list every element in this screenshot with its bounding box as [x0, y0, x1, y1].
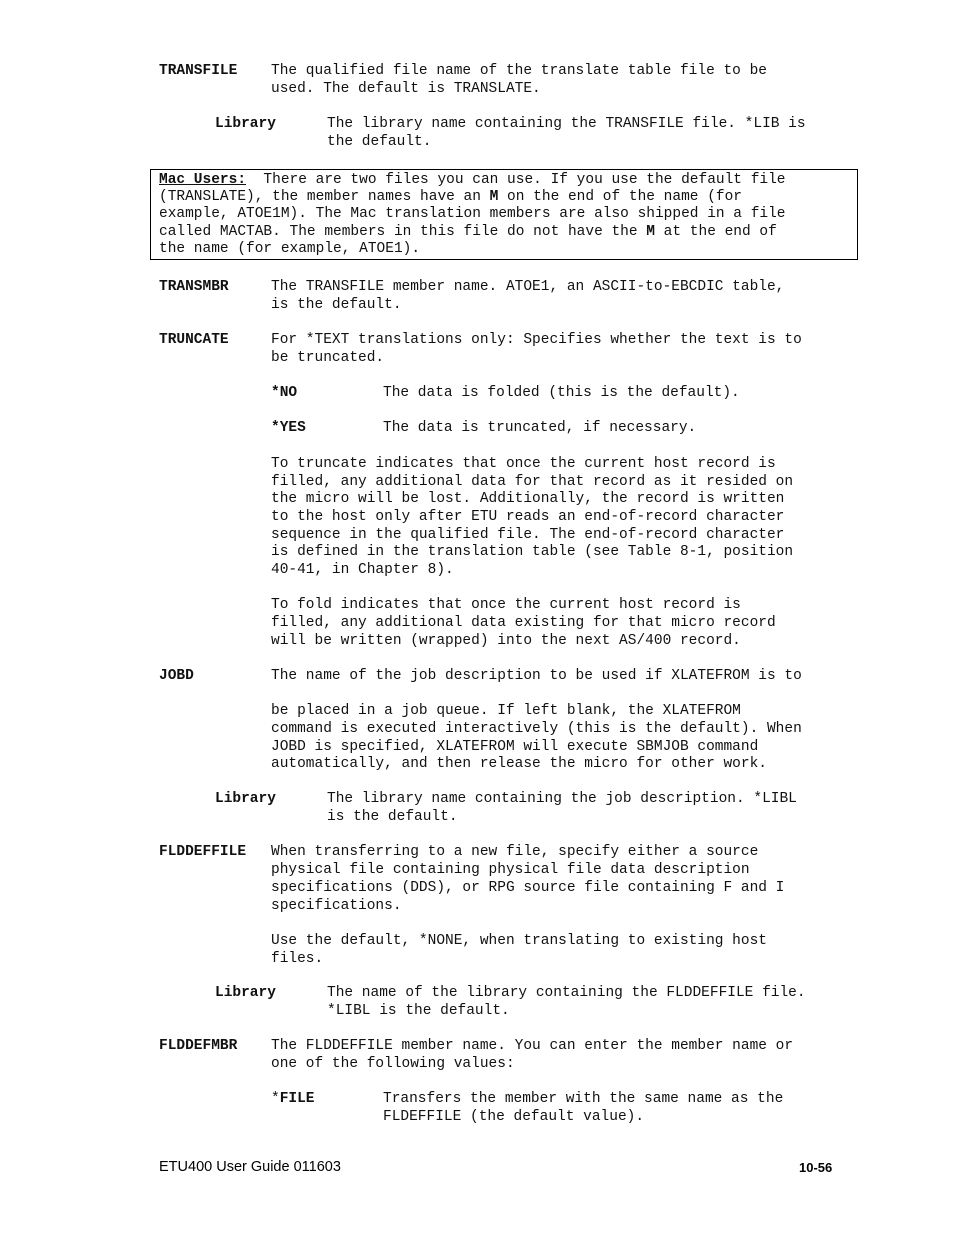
truncate-option-yes: *YES: [271, 420, 306, 436]
flddeffile-library-desc-2: *LIBL is the default.: [327, 1003, 510, 1019]
transfile-library-desc-2: the default.: [327, 134, 432, 150]
note-line-2-b: on the end of the name (for: [498, 189, 742, 205]
flddefmbr-option-prefix: *: [271, 1091, 280, 1107]
flddeffile-para-1: Use the default, *NONE, when translating to existing host: [271, 933, 767, 949]
truncate-para2-2: filled, any additional data existing for that micro record: [271, 615, 776, 631]
footer-title: ETU400 User Guide 011603: [159, 1159, 341, 1175]
transmbr-desc-2: is the default.: [271, 297, 402, 313]
truncate-para2-3: will be written (wrapped) into the next AS/400 record.: [271, 633, 741, 649]
truncate-desc-2: be truncated.: [271, 350, 385, 366]
flddeffile-desc-3: specifications (DDS), or RPG source file containing F and I: [271, 880, 785, 896]
param-flddeffile: FLDDEFFILE: [159, 844, 247, 860]
note-line-5: the name (for example, ATOE1).: [159, 241, 421, 257]
jobd-desc-4: JOBD is specified, XLATEFROM will execute SBMJOB command: [271, 739, 759, 755]
transmbr-desc-1: The TRANSFILE member name. ATOE1, an ASCII-to-EBCDIC table,: [271, 279, 785, 295]
note-line-4: [159, 223, 777, 241]
page-number: 10-56: [799, 1160, 833, 1175]
flddeffile-library-desc-1: The name of the library containing the FLDDEFFILE file.: [327, 985, 806, 1001]
truncate-para1-3: the micro will be lost. Additionally, the record is written: [271, 491, 785, 507]
note-line-2-bold: M: [489, 189, 499, 205]
flddefmbr-desc-2: one of the following values:: [271, 1056, 515, 1072]
jobd-desc-2: be placed in a job queue. If left blank, the XLATEFROM: [271, 703, 741, 719]
flddeffile-desc-1: When transferring to a new file, specify either a source: [271, 844, 759, 860]
flddeffile-library-term: Library: [215, 985, 276, 1001]
note-line-2: [159, 188, 742, 206]
jobd-library-desc-1: The library name containing the job description. *LIBL: [327, 791, 797, 807]
flddefmbr-desc-1: The FLDDEFFILE member name. You can enter the member name or: [271, 1038, 794, 1054]
jobd-library-desc-2: is the default.: [327, 809, 458, 825]
transfile-library-term: Library: [215, 116, 276, 132]
transfile-desc-2: used. The default is TRANSLATE.: [271, 81, 541, 97]
note-line-1-text: There are two files you can use. If you use the default file: [246, 172, 786, 188]
truncate-option-no: *NO: [271, 385, 298, 401]
param-flddefmbr: FLDDEFMBR: [159, 1038, 238, 1054]
truncate-para1-2: filled, any additional data for that record as it resided on: [271, 474, 794, 490]
note-line-1: [159, 171, 786, 189]
truncate-para1-4: to the host only after ETU reads an end-of-record character: [271, 509, 785, 525]
note-line-4-b: at the end of: [654, 224, 777, 240]
note-line-4-bold: M: [646, 224, 655, 240]
transfile-desc-1: The qualified file name of the translate table file to be: [271, 63, 767, 79]
flddefmbr-option-file: [271, 1090, 315, 1108]
flddeffile-para-2: files.: [271, 951, 324, 967]
param-transfile: TRANSFILE: [159, 63, 238, 79]
param-jobd: JOBD: [159, 668, 194, 684]
flddefmbr-option-file-desc-1: Transfers the member with the same name as the: [383, 1091, 784, 1107]
flddeffile-desc-2: physical file containing physical file data description: [271, 862, 750, 878]
param-transmbr: TRANSMBR: [159, 279, 229, 295]
truncate-para2-1: To fold indicates that once the current host record is: [271, 597, 741, 613]
truncate-para1-6: is defined in the translation table (see Table 8-1, position: [271, 544, 794, 560]
flddefmbr-option-file-label: FILE: [279, 1091, 315, 1107]
jobd-desc-5: automatically, and then release the micro for other work.: [271, 756, 767, 772]
truncate-desc-1: For *TEXT translations only: Specifies whether the text is to: [271, 332, 802, 348]
note-label: Mac Users:: [159, 172, 247, 188]
flddeffile-desc-4: specifications.: [271, 898, 402, 914]
jobd-desc-1: The name of the job description to be used if XLATEFROM is to: [271, 668, 802, 684]
transfile-library-desc-1: The library name containing the TRANSFILE file. *LIB is: [327, 116, 806, 132]
note-line-2-a: (TRANSLATE), the member names have an: [159, 189, 490, 205]
note-line-4-a: called MACTAB. The members in this file do not have the: [159, 224, 647, 240]
jobd-desc-3: command is executed interactively (this is the default). When: [271, 721, 802, 737]
truncate-para1-1: To truncate indicates that once the current host record is: [271, 456, 776, 472]
truncate-para1-5: sequence in the qualified file. The end-of-record character: [271, 527, 785, 543]
truncate-option-yes-desc: The data is truncated, if necessary.: [383, 420, 697, 436]
jobd-library-term: Library: [215, 791, 276, 807]
note-line-3: example, ATOE1M). The Mac translation members are also shipped in a file: [159, 206, 786, 222]
truncate-para1-7: 40-41, in Chapter 8).: [271, 562, 454, 578]
flddefmbr-option-file-desc-2: FLDEFFILE (the default value).: [383, 1109, 645, 1125]
param-truncate: TRUNCATE: [159, 332, 229, 348]
truncate-option-no-desc: The data is folded (this is the default).: [383, 385, 740, 401]
